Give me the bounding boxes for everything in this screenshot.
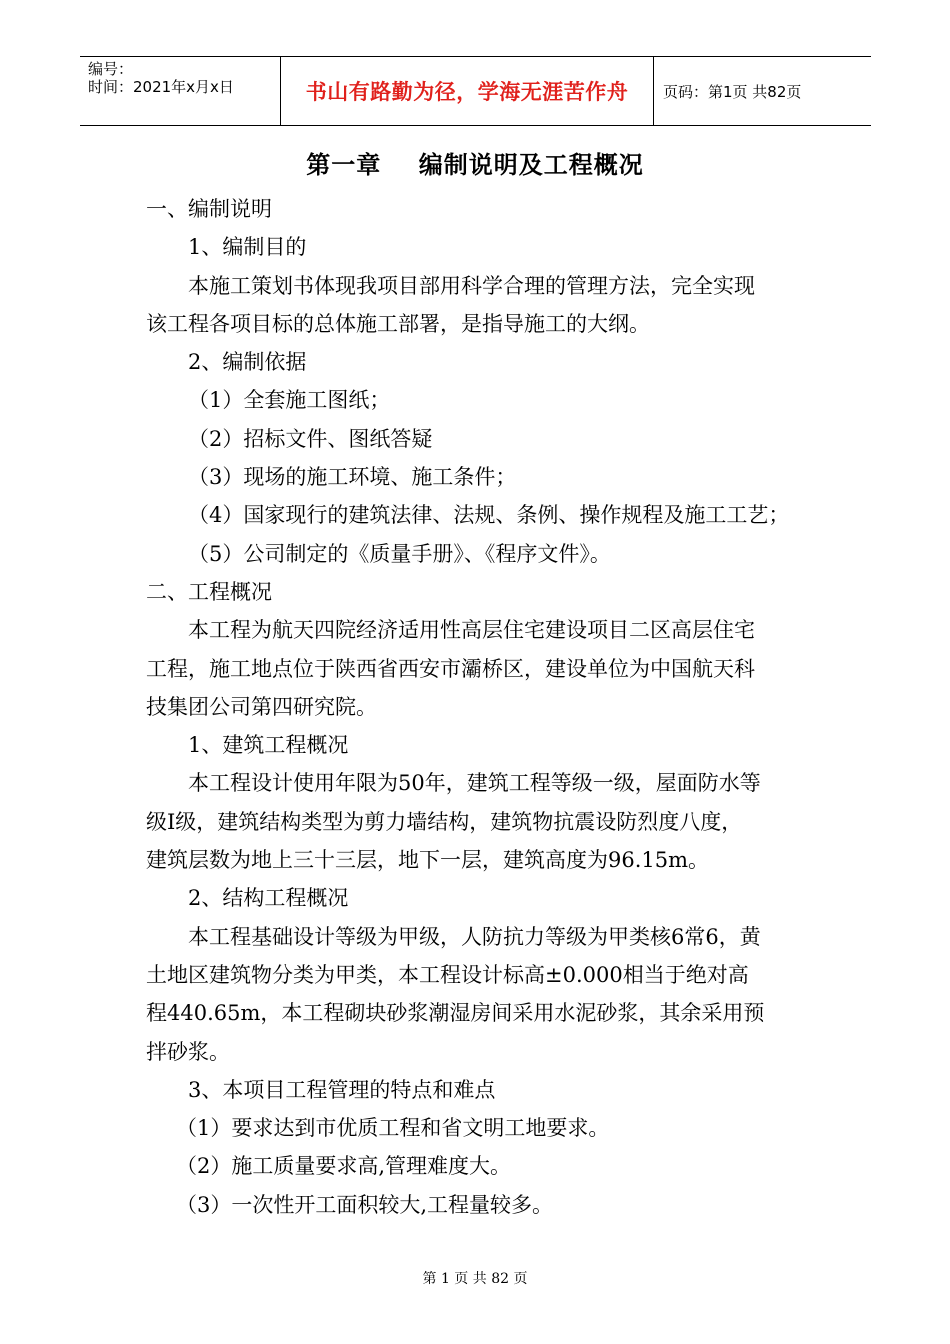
header-motto-cell <box>281 57 654 125</box>
document-header <box>80 56 871 126</box>
document-time-label: 时间：2021年x月x日 <box>88 78 234 96</box>
subsection-heading: 2、结构工程概况 <box>188 886 349 911</box>
list-item: （3）现场的施工环境、施工条件； <box>188 465 517 490</box>
page-info: 页码：第1页 共82页 <box>663 82 802 101</box>
list-item: （3）一次性开工面积较大,工程量较多。 <box>176 1192 554 1217</box>
subsection-heading: 1、建筑工程概况 <box>188 733 349 758</box>
header-page-cell <box>654 57 871 125</box>
paragraph-line: 拌砂浆。 <box>146 1039 230 1064</box>
paragraph-line: 本工程基础设计等级为甲级，人防抗力等级为甲类核6常6，黄 <box>188 924 761 949</box>
header-meta-cell <box>80 57 281 125</box>
paragraph-line: 技集团公司第四研究院。 <box>146 694 377 719</box>
list-item: （2）招标文件、图纸答疑 <box>188 426 433 451</box>
document-body <box>146 190 818 1224</box>
list-item: （2）施工质量要求高,管理难度大。 <box>176 1154 512 1179</box>
paragraph-line: 本工程为航天四院经济适用性高层住宅建设项目二区高层住宅 <box>188 618 755 643</box>
subsection-heading: 1、编制目的 <box>188 235 307 260</box>
paragraph-line: 程440.65m，本工程砌块砂浆潮湿房间采用水泥砂浆，其余采用预 <box>146 1001 765 1026</box>
section-heading: 一、编制说明 <box>146 197 272 221</box>
list-item: （4）国家现行的建筑法律、法规、条例、操作规程及施工工艺； <box>188 503 790 528</box>
paragraph-line: 工程，施工地点位于陕西省西安市灞桥区，建设单位为中国航天科 <box>146 656 755 681</box>
paragraph-line: 土地区建筑物分类为甲类，本工程设计标高±0.000相当于绝对高 <box>146 962 749 987</box>
list-item: （5）公司制定的《质量手册》、《程序文件》。 <box>188 541 611 566</box>
paragraph-line: 本施工策划书体现我项目部用科学合理的管理方法，完全实现 <box>188 273 755 298</box>
document-number-label: 编号： <box>88 60 134 78</box>
section-heading: 二、工程概况 <box>146 579 272 604</box>
page-footer: 第 1 页 共 82 页 <box>422 1271 528 1287</box>
subsection-heading: 3、本项目工程管理的特点和难点 <box>188 1077 496 1102</box>
list-item: （1）要求达到市优质工程和省文明工地要求。 <box>176 1116 610 1141</box>
list-item: （1）全套施工图纸； <box>188 388 391 413</box>
chapter-title: 第一章 编制说明及工程概况 <box>306 151 644 179</box>
paragraph-line: 级Ⅰ级，建筑结构类型为剪力墙结构，建筑物抗震设防烈度八度， <box>146 809 743 834</box>
subsection-heading: 2、编制依据 <box>188 350 307 375</box>
paragraph-line: 该工程各项目标的总体施工部署，是指导施工的大纲。 <box>146 311 650 336</box>
paragraph-line: 建筑层数为地上三十三层，地下一层，建筑高度为96.15m。 <box>146 848 710 873</box>
motto-text: 书山有路勤为径，学海无涯苦作舟 <box>305 80 629 104</box>
paragraph-line: 本工程设计使用年限为50年，建筑工程等级一级，屋面防水等 <box>188 771 761 796</box>
